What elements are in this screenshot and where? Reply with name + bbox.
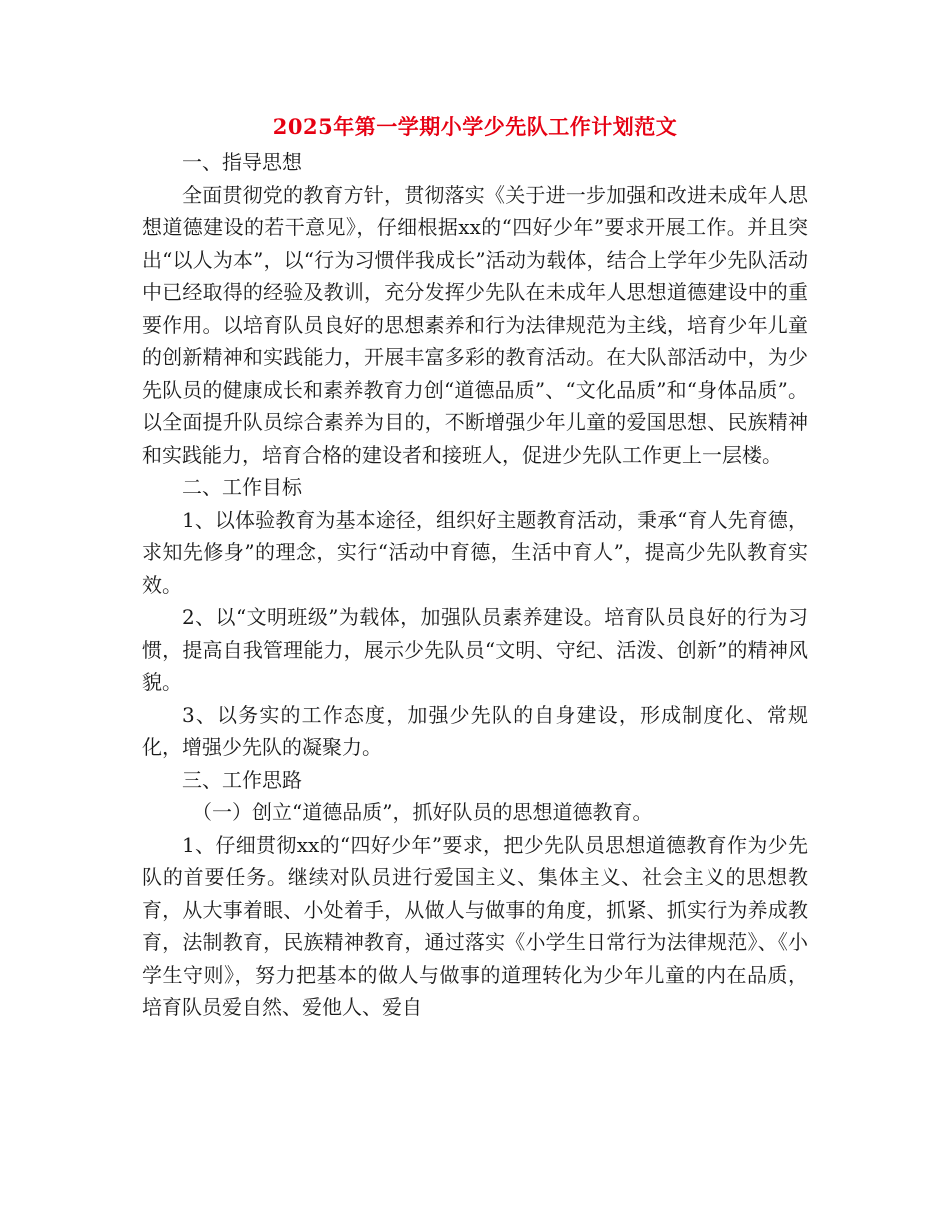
section-heading-guiding-ideology: 一、指导思想 (182, 150, 302, 174)
paragraph-moral-education: 1、仔细贯彻xx的“四好少年”要求，把少先队员思想道德教育作为少先队的首要任务。继续对队员进行爱国主义、集体主义、社会主义的思想教育，从大事着眼、小处着手，从做人与做事的角度，抓紧、抓实行为养成教育，法制教育，民族精神教育，通过落实《小学生日常行为法律规范》、《小学生守则》，努力把基本的做人与做事的道理转化为少年儿童的内在品质，培育队员爱自然、爱他人、爱自 (142, 832, 808, 1019)
document-page (142, 108, 808, 1024)
section-heading-work-goals: 二、工作目标 (182, 475, 302, 499)
goal-item-2: 2、以“文明班级”为载体，加强队员素养建设。培育队员良好的行为习惯，提高自我管理能力，展示少先队员“文明、守纪、活泼、创新”的精神风貌。 (142, 605, 808, 694)
section-heading-work-approach: 三、工作思路 (182, 767, 302, 792)
goal-item-1: 1、以体验教育为基本途径，组织好主题教育活动，秉承“育人先育德，求知先修身”的理念，实行“活动中育德，生活中育人”，提高少先队教育实效。 (142, 507, 808, 597)
paragraph-guiding-ideology: 全面贯彻党的教育方针，贯彻落实《关于进一步加强和改进未成年人思想道德建设的若干意见》，仔细根据xx的“四好少年”要求开展工作。并且突出“以人为本”，以“行为习惯伴我成长”活动为载体，结合上学年少先队活动中已经取得的经验及教训，充分发挥少先队在未成年人思想道德建设中的重要作用。以培育队员良好的思想素养和行为法律规范为主线，培育少年儿童的创新精神和实践能力，开展丰富多彩的教育活动。在大队部活动中，为少先队员的健康成长和素养教育力创“道德品质”、“文化品质”和“身体品质”。以全面提升队员综合素养为目的，不断增强少年儿童的爱国思想、民族精神和实践能力，培育合格的建设者和接班人，促进少先队工作更上一层楼。 (142, 182, 808, 467)
subsection-heading-moral-quality: （一）创立“道德品质”，抓好队员的思想道德教育。 (192, 800, 653, 824)
document-title: 2025年第一学期小学少先队工作计划范文 (272, 114, 678, 139)
goal-item-3: 3、以务实的工作态度，加强少先队的自身建设，形成制度化、常规化，增强少先队的凝聚力。 (142, 702, 808, 759)
